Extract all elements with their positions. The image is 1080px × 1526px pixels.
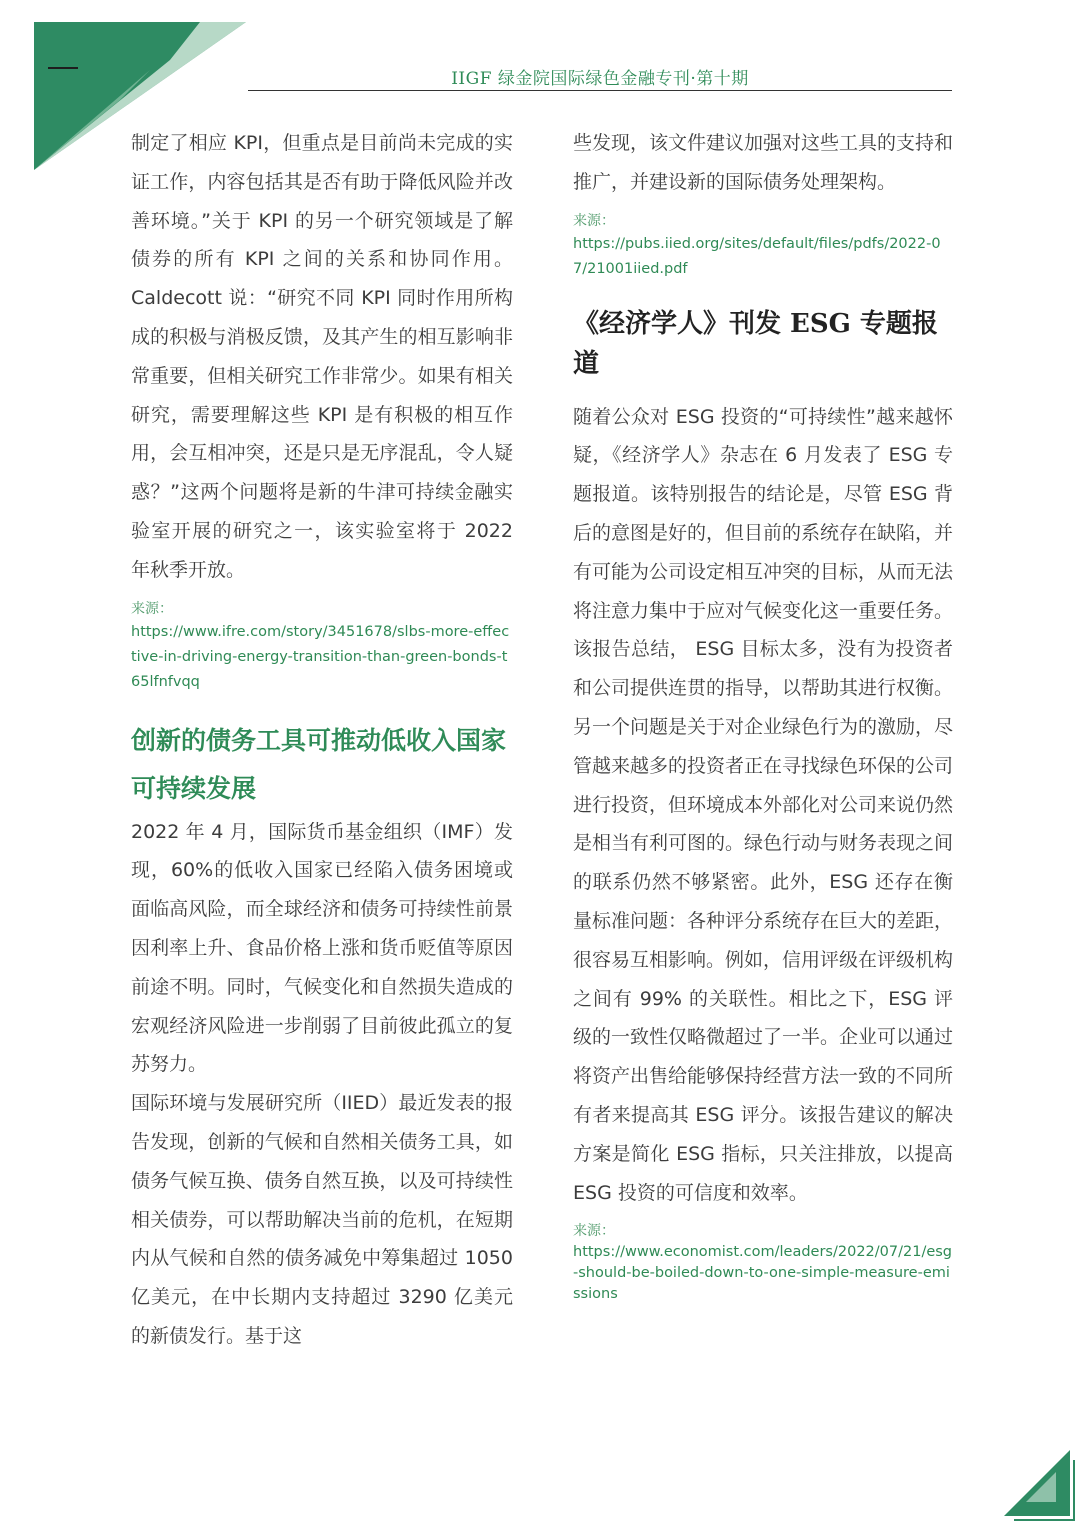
- source-label: 来源：: [131, 600, 173, 617]
- header-dash: [48, 67, 78, 69]
- right-column: [573, 124, 953, 1305]
- left-paragraph-2: 2022 年 4 月，国际货币基金组织（IMF）发现，60%的低收入国家已经陷入债务困境或面临高风险，而全球经济和债务可持续性前景因利率上升、食品价格上涨和货币贬值等原因前途不明。同时，气候变化和自然损失造成的宏观经济风险进一步削弱了目前彼此孤立的复苏努力。: [131, 820, 513, 1076]
- source-link[interactable]: https://www.ifre.com/story/3451678/slbs-more-effective-in-driving-energy-transition-than-green-bonds-t65lfnfvqq: [131, 623, 510, 690]
- source-label: 来源：: [573, 1223, 615, 1240]
- left-paragraph-1: 制定了相应 KPI，但重点是目前尚未完成的实证工作，内容包括其是否有助于降低风险并改善环境。”关于 KPI 的另一个研究领域是了解债券的所有 KPI 之间的关系和协同作用。Caldecott 说：“研究不同 KPI 同时作用所构成的积极与消极反馈，及其产生的相互影响非常重要，但相关研究工作非常少。如果有相关研究，需要理解这些 KPI 是有积极的相互作用，会互相冲突，还是只是无序混乱，令人疑惑？”这两个问题将是新的牛津可持续金融实验室开展的研究之一，该实验室将于 2022 年秋季开放。: [131, 132, 513, 581]
- section-heading-debt-tools: 创新的债务工具可推动低收入国家可持续发展: [131, 725, 507, 803]
- right-paragraph-1: 些发现，该文件建议加强对这些工具的支持和推广，并建设新的国际债务处理架构。: [573, 132, 954, 193]
- header-divider: [248, 90, 952, 91]
- source-link[interactable]: https://www.economist.com/leaders/2022/07/21/esg-should-be-boiled-down-to-one-simple-measure-emissions: [573, 1244, 953, 1303]
- corner-decoration-bottom-right: [970, 1416, 1080, 1526]
- left-column: [131, 124, 513, 1356]
- section-heading-economist: 《经济学人》刊发 ESG 专题报道: [573, 308, 938, 379]
- source-label: 来源：: [573, 212, 615, 229]
- right-paragraph-2: 随着公众对 ESG 投资的“可持续性”越来越怀疑，《经济学人》杂志在 6 月发表了 ESG 专题报道。该特别报告的结论是，尽管 ESG 背后的意图是好的，但目前的系统存在缺陷，并有可能为公司设定相互冲突的目标，从而无法将注意力集中于应对气候变化这一重要任务。该报告总结， ESG 目标太多，没有为投资者和公司提供连贯的指导，以帮助其进行权衡。另一个问题是关于对企业绿色行为的激励，尽管越来越多的投资者正在寻找绿色环保的公司进行投资，但环境成本外部化对公司来说仍然是相当有利可图的。绿色行动与财务表现之间的联系仍然不够紧密。此外，ESG 还存在衡量标准问题：各种评分系统存在巨大的差距，很容易互相影响。例如，信用评级在评级机构之间有 99% 的关联性。相比之下，ESG 评级的一致性仅略微超过了一半。企业可以通过将资产出售给能够保持经营方法一致的不同所有者来提高其 ESG 评分。该报告建议的解决方案是简化 ESG 指标，只关注排放，以提高 ESG 投资的可信度和效率。: [573, 405, 954, 1204]
- left-paragraph-3: 国际环境与发展研究所（IIED）最近发表的报告发现，创新的气候和自然相关债务工具，如债务气候互换、债务自然互换，以及可持续性相关债券，可以帮助解决当前的危机，在短期内从气候和自然的债务减免中筹集超过 1050 亿美元，在中长期内支持超过 3290 亿美元的新债发行。基于这: [131, 1092, 513, 1347]
- source-link[interactable]: https://pubs.iied.org/sites/default/files/pdfs/2022-07/21001iied.pdf: [573, 235, 941, 277]
- header-title: IIGF 绿金院国际绿色金融专刊·第十期: [451, 69, 749, 89]
